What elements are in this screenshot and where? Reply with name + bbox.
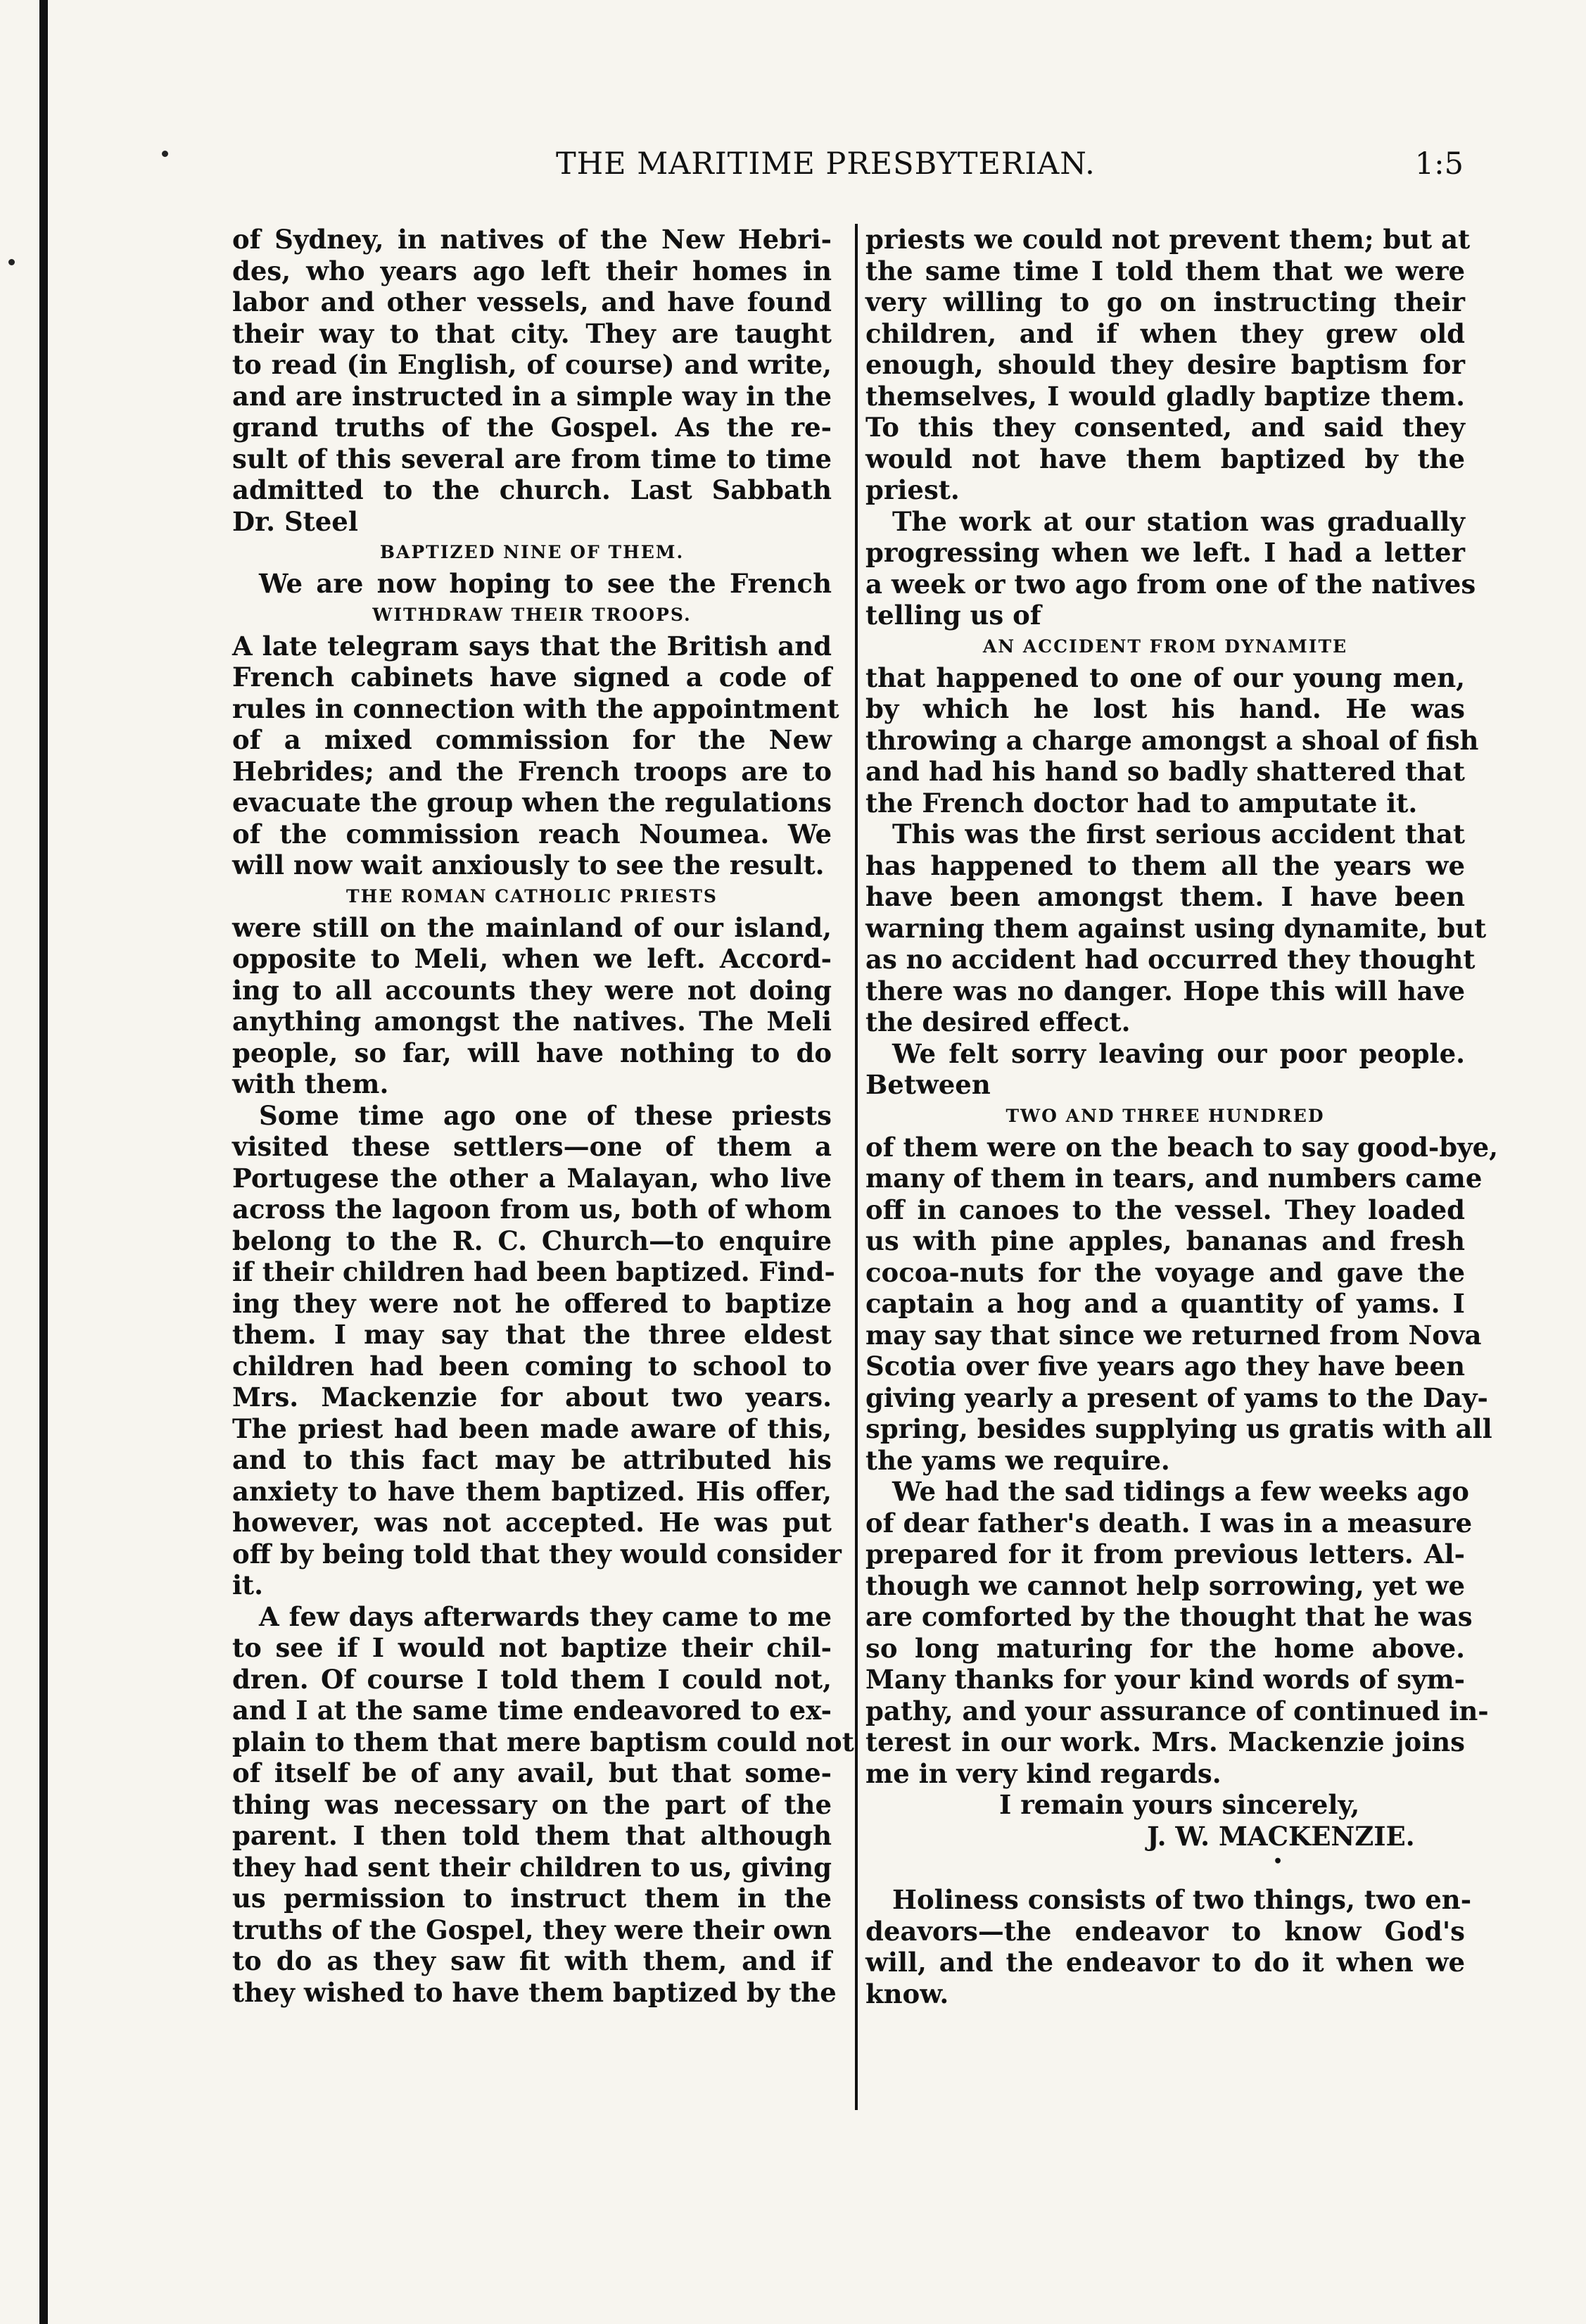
text-line: admitted to the church. Last Sabbath — [232, 474, 832, 505]
text-line: pathy, and your assurance of continued in- — [865, 1695, 1489, 1726]
text-line: Many thanks for your kind words of sym- — [865, 1664, 1465, 1695]
text-line: Dr. Steel — [232, 505, 358, 537]
text-line: Portugese the other a Malayan, who live — [232, 1162, 832, 1194]
text-line: cocoa-nuts for the voyage and gave the — [865, 1256, 1465, 1288]
text-line: plain to them that mere baptism could not — [232, 1726, 854, 1757]
text-line: across the lagoon from us, both of whom — [232, 1194, 832, 1225]
ink-dot — [8, 259, 15, 265]
text-line: prepared for it from previous letters. Al- — [865, 1539, 1465, 1570]
text-line: children, and if when they grew old — [865, 317, 1465, 349]
text-line: We are now hoping to see the French — [259, 568, 832, 599]
spacer — [865, 1871, 1465, 1884]
text-line: To this they consented, and said they — [865, 412, 1465, 443]
text-line: if their children had been baptized. Find- — [232, 1256, 835, 1287]
text-line: evacuate the group when the regulations — [232, 787, 832, 818]
text-line: has happened to them all the years we — [865, 850, 1465, 881]
text-line: progressing when we left. I had a letter — [865, 537, 1465, 568]
text-line: to do as they saw fit with them, and if — [232, 1945, 832, 1976]
section-heading: THE ROMAN CATHOLIC PRIESTS — [345, 885, 718, 907]
text-line: by which he lost his hand. He was — [865, 693, 1465, 724]
text-line: the same time I told them that we were — [865, 255, 1465, 286]
text-line: the yams we require. — [865, 1444, 1170, 1476]
text-line: spring, besides supplying us gratis with all — [865, 1413, 1492, 1444]
text-line: Mrs. Mackenzie for about two years. — [232, 1382, 832, 1413]
text-line: children had been coming to school to — [232, 1350, 832, 1382]
text-line: they had sent their children to us, giving — [232, 1851, 832, 1883]
text-line: ing they were not he offered to baptize — [232, 1287, 832, 1319]
section-heading: BAPTIZED NINE OF THEM. — [379, 542, 685, 562]
text-line: deavors—the endeavor to know God's — [865, 1915, 1465, 1947]
text-line: French cabinets have signed a code of — [232, 662, 832, 693]
text-line: Hebrides; and the French troops are to — [232, 755, 832, 787]
text-line: people, so far, will have nothing to do — [232, 1037, 832, 1068]
text-line: many of them in tears, and numbers came — [865, 1163, 1483, 1194]
section-heading: AN ACCIDENT FROM DYNAMITE — [982, 636, 1348, 657]
text-line: to read (in English, of course) and write, — [232, 349, 832, 380]
text-line: will now wait anxiously to see the result. — [232, 850, 825, 880]
text-line: as no accident had occurred they thought — [865, 944, 1476, 975]
text-line: priests we could not prevent them; but at — [865, 224, 1471, 255]
text-line: of itself be of any avail, but that some- — [232, 1757, 832, 1788]
text-line: however, was not accepted. He was put — [232, 1507, 832, 1538]
text-line: of Sydney, in natives of the New Hebri- — [232, 224, 832, 255]
text-line: of the commission reach Noumea. We — [232, 818, 832, 850]
text-line: des, who years ago left their homes in — [232, 255, 832, 286]
text-line: parent. I then told them that although — [232, 1820, 832, 1851]
text-line: dren. Of course I told them I could not, — [232, 1663, 832, 1695]
text-line: The priest had been made aware of this, — [232, 1413, 832, 1444]
page-header — [232, 141, 1471, 197]
text-line: so long maturing for the home above. — [865, 1632, 1465, 1664]
text-line: warning them against using dynamite, but — [865, 912, 1487, 944]
separator-bullet: • — [1272, 1852, 1283, 1871]
text-line: were still on the mainland of our island, — [232, 911, 832, 943]
page-number: 1:5 — [1414, 146, 1464, 182]
text-line: the desired effect. — [865, 1006, 1131, 1037]
text-line: may say that since we returned from Nova — [865, 1319, 1482, 1351]
text-line: there was no danger. Hope this will have — [865, 975, 1465, 1006]
text-line: will, and the endeavor to do it when we — [865, 1947, 1465, 1978]
text-line: sult of this several are from time to time — [232, 443, 832, 474]
text-line: rules in connection with the appointment — [232, 693, 839, 724]
text-line: would not have them baptized by the — [865, 443, 1465, 474]
column-divider — [855, 224, 858, 2110]
text-line: Holiness consists of two things, two en- — [892, 1884, 1472, 1915]
text-line: grand truths of the Gospel. As the re- — [232, 412, 832, 443]
text-line: us with pine apples, bananas and fresh — [865, 1225, 1465, 1256]
text-line: that happened to one of our young men, — [865, 662, 1465, 693]
text-line: me in very kind regards. — [865, 1757, 1222, 1789]
text-line: thing was necessary on the part of the — [232, 1788, 832, 1820]
text-line: Between — [865, 1069, 991, 1100]
journal-title: THE MARITIME PRESBYTERIAN. — [556, 146, 1096, 182]
text-line: The work at our station was gradually — [892, 505, 1465, 537]
text-line: Scotia over five years ago they have been — [865, 1351, 1465, 1382]
text-line: the French doctor had to amputate it. — [865, 787, 1418, 819]
text-line: ing to all accounts they were not doing — [232, 974, 832, 1006]
text-line: terest in our work. Mrs. Mackenzie joins — [865, 1726, 1465, 1757]
text-line: of dear father's death. I was in a measure — [865, 1507, 1473, 1539]
text-line: throwing a charge amongst a shoal of fish — [865, 724, 1479, 756]
signature-line: J. W. MACKENZIE. — [1147, 1820, 1415, 1852]
text-line: telling us of — [865, 600, 1041, 631]
text-line: opposite to Meli, when we left. Accord- — [232, 943, 832, 974]
right-column — [865, 224, 1499, 2009]
text-line: anxiety to have them baptized. His offer, — [232, 1475, 832, 1507]
text-line: of them were on the beach to say good-bye, — [865, 1131, 1499, 1163]
text-line: their way to that city. They are taught — [232, 317, 832, 349]
text-line: are comforted by the thought that he was — [865, 1601, 1473, 1632]
text-line: off in canoes to the vessel. They loaded — [865, 1194, 1465, 1225]
text-line: A few days afterwards they came to me — [259, 1600, 832, 1632]
text-line: them. I may say that the three eldest — [232, 1319, 832, 1350]
text-line: and I at the same time endeavored to ex- — [232, 1695, 832, 1726]
text-line: truths of the Gospel, they were their own — [232, 1914, 832, 1945]
text-line: labor and other vessels, and have found — [232, 286, 832, 317]
text-line: giving yearly a present of yams to the Day- — [865, 1382, 1488, 1413]
ink-dot — [162, 151, 168, 157]
text-line: Some time ago one of these priests — [259, 1099, 832, 1131]
left-column — [232, 224, 854, 2008]
text-line: captain a hog and a quantity of yams. I — [865, 1288, 1465, 1319]
text-line: with them. — [232, 1068, 389, 1099]
text-line: us permission to instruct them in the — [232, 1883, 832, 1914]
text-line: enough, should they desire baptism for — [865, 349, 1465, 380]
text-line: though we cannot help sorrowing, yet we — [865, 1570, 1465, 1601]
text-line: very willing to go on instructing their — [865, 286, 1465, 317]
text-line: We had the sad tidings a few weeks ago — [892, 1476, 1469, 1507]
text-line: priest. — [865, 474, 960, 505]
signature-line: I remain yours sincerely, — [999, 1789, 1360, 1820]
section-heading: TWO AND THREE HUNDRED — [1005, 1105, 1325, 1126]
page-edge-mark — [39, 0, 48, 2324]
text-line: know. — [865, 1978, 949, 2009]
section-heading: WITHDRAW THEIR TROOPS. — [372, 604, 692, 625]
text-line: and are instructed in a simple way in the — [232, 380, 832, 412]
text-line: have been amongst them. I have been — [865, 881, 1465, 912]
text-line: themselves, I would gladly baptize them. — [865, 380, 1465, 412]
text-line: to see if I would not baptize their chil- — [232, 1632, 832, 1663]
text-line: and to this fact may be attributed his — [232, 1444, 832, 1475]
text-line: they wished to have them baptized by the — [232, 1976, 837, 2008]
text-line: A late telegram says that the British and — [232, 630, 832, 662]
text-line: We felt sorry leaving our poor people. — [892, 1037, 1465, 1069]
text-line: This was the first serious accident that — [892, 819, 1465, 850]
text-line: off by being told that they would consider — [232, 1538, 842, 1570]
text-line: a week or two ago from one of the natives — [865, 568, 1476, 600]
text-line: it. — [232, 1570, 264, 1600]
text-line: anything amongst the natives. The Meli — [232, 1006, 832, 1037]
text-line: of a mixed commission for the New — [232, 724, 832, 755]
text-line: visited these settlers—one of them a — [232, 1131, 832, 1162]
text-line: belong to the R. C. Church—to enquire — [232, 1225, 832, 1256]
text-line: and had his hand so badly shattered that — [865, 756, 1465, 787]
